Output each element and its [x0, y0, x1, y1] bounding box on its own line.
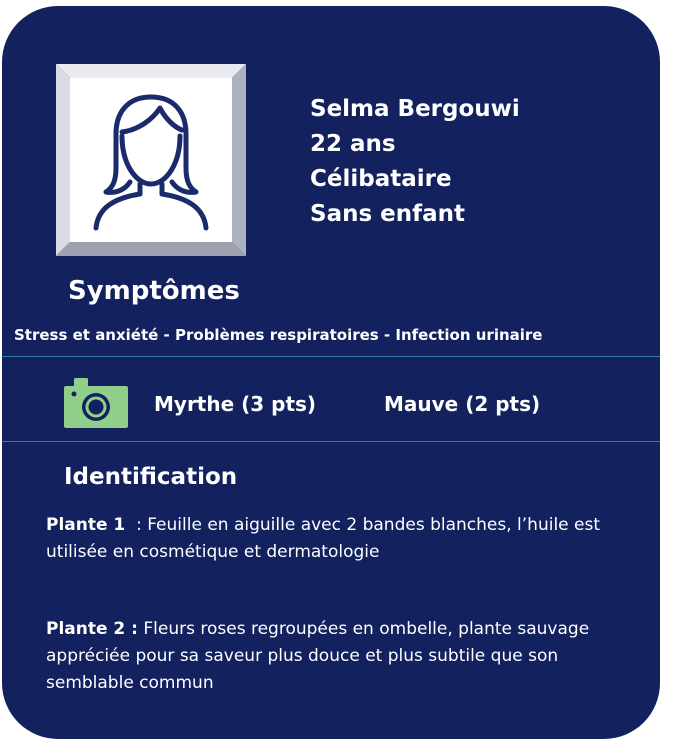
profile-info — [310, 92, 520, 232]
plant1-label: Plante 1 — [46, 515, 126, 535]
plant-option-myrthe: Myrthe (3 pts) — [154, 392, 317, 416]
symptoms-title: Symptômes — [68, 276, 240, 306]
profile-status: Célibataire — [310, 166, 452, 192]
divider-top — [2, 356, 660, 357]
divider-bottom — [2, 441, 660, 442]
identification-title: Identification — [64, 464, 238, 490]
plant2-label: Plante 2 : — [46, 619, 138, 639]
profile-age: 22 ans — [310, 131, 396, 157]
profile-card — [2, 6, 660, 739]
plant2-description — [46, 616, 616, 697]
plant1-text: : Feuille en aiguille avec 2 bandes blanches, l’huile est utilisée en cosmétique et dermatologie — [46, 515, 606, 562]
plant2-text: Fleurs roses regroupées en ombelle, plante sauvage appréciée pour sa saveur plus douce et plus subtile que son semblable commun — [46, 619, 590, 693]
camera-icon[interactable] — [64, 376, 128, 428]
avatar-frame — [56, 64, 246, 256]
symptoms-list: Stress et anxiété - Problèmes respiratoires - Infection urinaire — [14, 326, 543, 344]
plant1-description — [46, 512, 616, 566]
plant-option-mauve: Mauve (2 pts) — [384, 392, 541, 416]
profile-name: Selma Bergouwi — [310, 96, 520, 122]
profile-children: Sans enfant — [310, 201, 466, 227]
